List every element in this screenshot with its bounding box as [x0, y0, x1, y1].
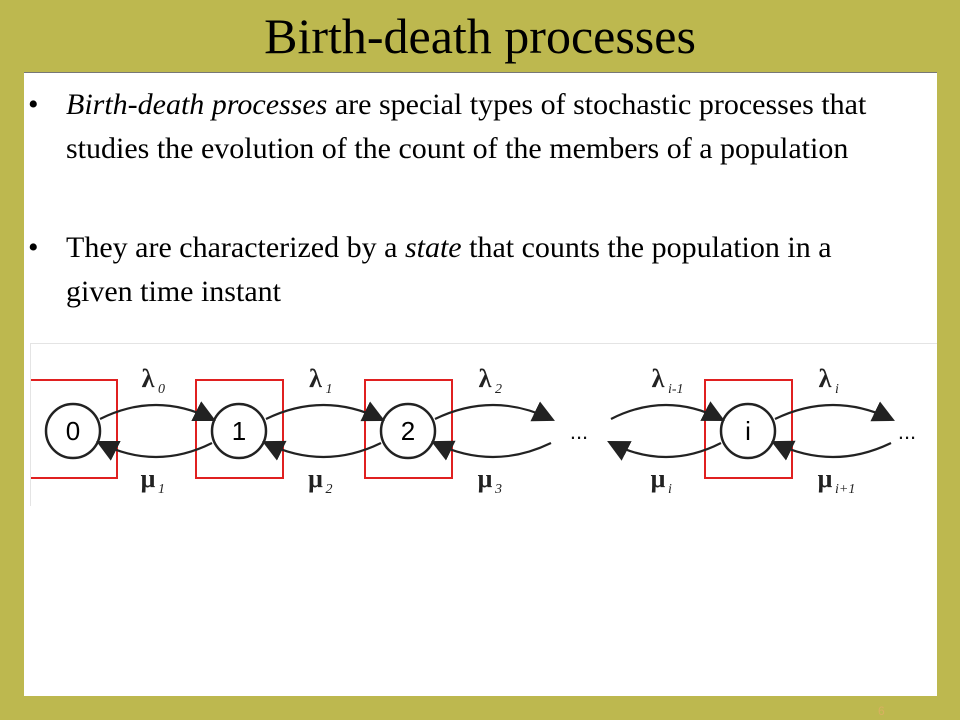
birth-death-chain-svg	[31, 344, 937, 506]
state-node-label: 1	[231, 416, 247, 446]
death-rate-subscript: 2	[325, 482, 333, 497]
death-rate-subscript: 1	[158, 482, 165, 497]
state-node-label: 0	[65, 416, 81, 446]
bullet-text-before: They are characterized by a	[66, 231, 405, 264]
birth-rate-label: λ	[478, 364, 492, 393]
death-rate-subscript: 3	[495, 482, 502, 497]
birth-death-diagram	[30, 343, 937, 506]
birth-rate-subscript: 1	[325, 382, 333, 397]
bullet-marker: •	[28, 231, 39, 264]
death-rate-label: μ	[650, 464, 666, 493]
death-rate-label: μ	[477, 464, 493, 493]
birth-rate-label: λ	[309, 364, 322, 393]
bullet-text-after: that counts the population in a given time instant	[66, 231, 832, 308]
slide-title: Birth-death processes	[264, 8, 696, 64]
death-rate-subscript: i+1	[835, 482, 856, 497]
death-rate-label: μ	[308, 464, 323, 493]
bullet-text	[66, 83, 886, 171]
state-node-label: i	[745, 416, 751, 446]
death-rate-label: μ	[140, 464, 156, 493]
bullet-text	[66, 226, 886, 314]
birth-rate-label: λ	[651, 364, 665, 393]
chain-ellipsis: ...	[897, 419, 917, 444]
birth-rate-subscript: 2	[495, 382, 502, 397]
state-node-label: 2	[400, 416, 416, 446]
death-rate-label: μ	[817, 464, 833, 493]
bullet-marker: •	[28, 88, 39, 121]
bullet-italic-term: state	[404, 231, 462, 264]
death-rate-subscript: i	[668, 482, 672, 497]
bullet-italic-lead: Birth-death processes	[66, 88, 328, 121]
birth-rate-subscript: i-1	[668, 382, 684, 397]
birth-rate-subscript: i	[835, 382, 839, 397]
chain-ellipsis: ...	[569, 419, 589, 444]
slide-number: 6	[878, 704, 885, 718]
birth-rate-subscript: 0	[158, 382, 165, 397]
birth-rate-label: λ	[818, 364, 832, 393]
bullet-body: are special types of stochastic processes that studies the evolution of the count of the members of a population	[66, 88, 867, 165]
slide-content	[24, 72, 937, 696]
birth-rate-label: λ	[141, 364, 155, 393]
